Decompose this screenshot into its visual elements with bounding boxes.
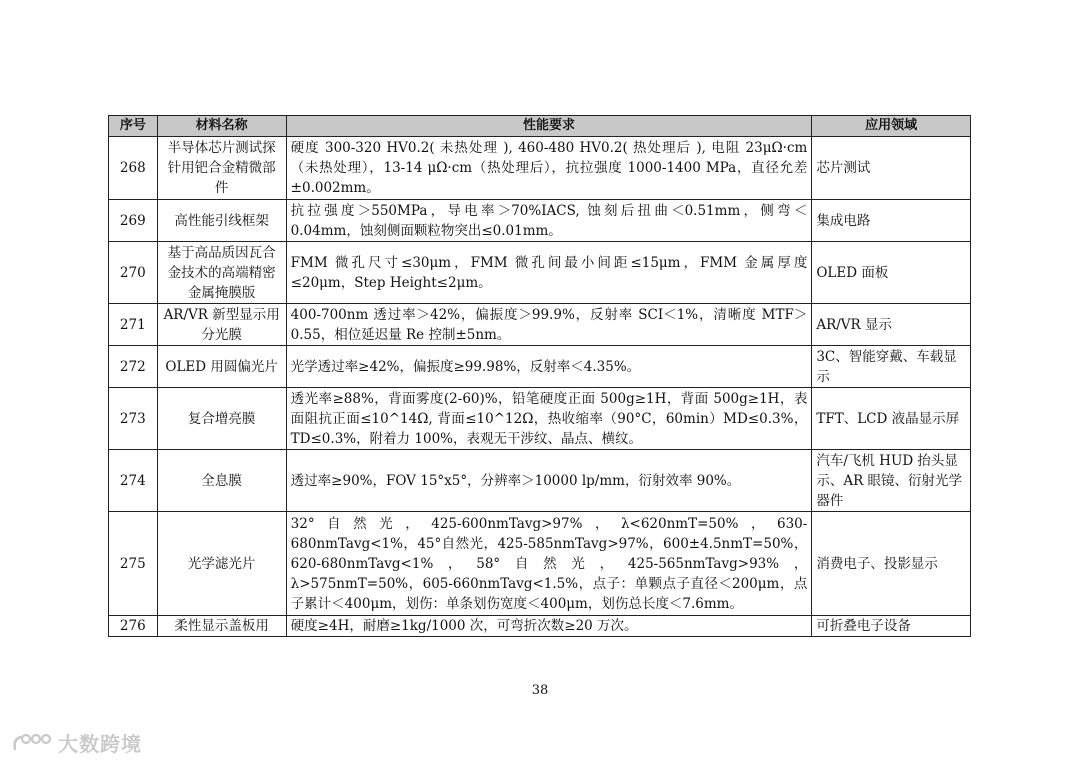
row-performance: 硬度≥4H，耐磨≥1kg/1000 次，可弯折次数≥20 万次。 [286, 616, 812, 637]
row-material-name: OLED 用圆偏光片 [157, 346, 286, 388]
row-application: AR/VR 显示 [812, 304, 971, 346]
table-row [109, 388, 971, 450]
row-performance: 32°自然光，425-600nmTavg>97%，λ<620nmT=50%，630-680nmTavg<1%，45°自然光，425-585nmTavg>97%，600±4.5nmT=50%，620-680nmTavg<1%，58°自然光，425-565nmTavg>93%，λ>575nmT=50%，605-660nmTavg<1.5%，点子：单颗点子直径＜200μm，点子累计＜400μm，划伤：单条划伤宽度＜400μm，划伤总长度＜7.6mm。 [286, 512, 812, 616]
header-material-name: 材料名称 [157, 116, 286, 137]
row-material-name: AR/VR 新型显示用分光膜 [157, 304, 286, 346]
row-application: 可折叠电子设备 [812, 616, 971, 637]
row-no: 275 [109, 512, 158, 616]
row-material-name: 全息膜 [157, 450, 286, 512]
row-application: 3C、智能穿戴、车载显示 [812, 346, 971, 388]
row-material-name: 高性能引线框架 [157, 200, 286, 242]
row-performance: 透光率≥88%，背面雾度(2-60)%，铅笔硬度正面 500g≥1H，背面 500g≥1H，表面阻抗正面≤10^14Ω, 背面≤10^12Ω，热收缩率（90°C，60min）MD≤0.3%，TD≤0.3%，附着力 100%，表观无干涉纹、晶点、横纹。 [286, 388, 812, 450]
row-material-name: 复合增亮膜 [157, 388, 286, 450]
row-no: 272 [109, 346, 158, 388]
row-application: 集成电路 [812, 200, 971, 242]
table-header [109, 116, 971, 137]
row-performance: 光学透过率≥42%，偏振度≥99.98%，反射率＜4.35%。 [286, 346, 812, 388]
watermark-text: 大数跨境 [58, 731, 142, 756]
row-performance: 硬度 300-320 HV0.2( 未热处理 ), 460-480 HV0.2( 热处理后 ), 电阻 23μΩ·cm （未热处理），13-14 μΩ·cm（热处理后），抗拉强度 1000-1400 MPa，直径允差±0.002mm。 [286, 137, 812, 200]
row-application: 芯片测试 [812, 137, 971, 200]
row-no: 270 [109, 242, 158, 304]
table-row [109, 200, 971, 242]
table-row [109, 242, 971, 304]
row-material-name: 柔性显示盖板用 [157, 616, 286, 637]
row-no: 269 [109, 200, 158, 242]
row-material-name: 光学滤光片 [157, 512, 286, 616]
table-row [109, 512, 971, 616]
materials-spec-table [108, 115, 971, 637]
brand-logo-icon [12, 731, 52, 753]
table-row [109, 304, 971, 346]
header-application: 应用领域 [812, 116, 971, 137]
row-no: 271 [109, 304, 158, 346]
table-header-row [109, 116, 971, 137]
row-no: 274 [109, 450, 158, 512]
row-application: OLED 面板 [812, 242, 971, 304]
row-material-name: 基于高品质因瓦合金技术的高端精密金属掩膜版 [157, 242, 286, 304]
row-performance: FMM 微孔尺寸≤30μm，FMM 微孔间最小间距≤15μm，FMM 金属厚度≤20μm，Step Height≤2μm。 [286, 242, 812, 304]
table-row [109, 616, 971, 637]
row-application: 消费电子、投影显示 [812, 512, 971, 616]
row-performance: 400-700nm 透过率＞42%，偏振度＞99.9%，反射率 SCI＜1%，清晰度 MTF＞0.55，相位延迟量 Re 控制±5nm。 [286, 304, 812, 346]
page-number: 38 [531, 683, 549, 698]
header-no: 序号 [109, 116, 158, 137]
row-performance: 透过率≥90%，FOV 15°x5°，分辨率＞10000 lp/mm，衍射效率 90%。 [286, 450, 812, 512]
row-material-name: 半导体芯片测试探针用钯合金精微部件 [157, 137, 286, 200]
watermark [12, 730, 142, 754]
row-performance: 抗拉强度＞550MPa，导电率＞70%IACS, 蚀刻后扭曲＜0.51mm，侧弯＜0.04mm，蚀刻侧面颗粒物突出≤0.01mm。 [286, 200, 812, 242]
table-row [109, 346, 971, 388]
table-row [109, 137, 971, 200]
header-performance: 性能要求 [286, 116, 812, 137]
row-no: 273 [109, 388, 158, 450]
table-row [109, 450, 971, 512]
row-application: TFT、LCD 液晶显示屏 [812, 388, 971, 450]
row-application: 汽车/飞机 HUD 抬头显示、AR 眼镜、衍射光学器件 [812, 450, 971, 512]
row-no: 276 [109, 616, 158, 637]
table-body [109, 137, 971, 637]
row-no: 268 [109, 137, 158, 200]
